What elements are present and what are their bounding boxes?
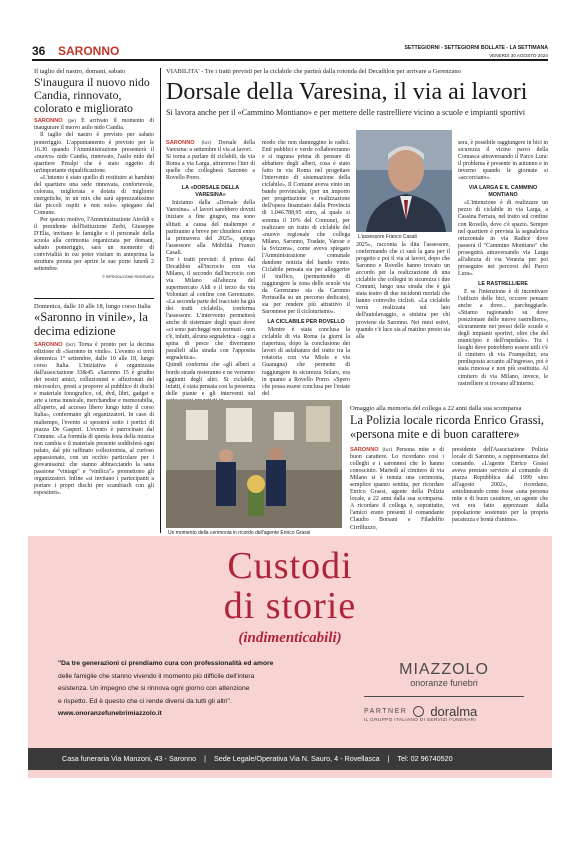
paragraph: Il taglio del nastro è previsto per sabato pomeriggio. L'appuntamento è previsto per le 16.30 quando l'Amministrazione presenterà il «nuovo» nido Candia, rinnovato, l'asilo nido del quartiere Prealpi che è stato oggetto di un'importante riqualificazione. [34,132,154,174]
section-name: SARONNO [58,44,120,58]
paragraph: È arrivato il momento di inaugurare il nuovo asilo nido Candia. [34,118,154,132]
article-kicker: Il taglio del nastro, domani, sabato [34,68,126,75]
footer-separator: | [387,754,390,763]
ceremony-image [166,400,342,528]
dateline-code: (bcr) [382,448,393,453]
copyright-note: © RIPRODUZIONE RISERVATA [102,275,154,280]
footer-separator: | [204,754,206,763]
section-subhead: LE RASTRELLIERE [478,280,528,287]
quote-line: e rispetto. Ed è questo che ci rende diversi da tutti gli altri". [58,697,232,705]
brand-divider [364,696,524,697]
article-nido [34,68,154,279]
article-subhead: Si lavora anche per il «Cammino Montiano» e per mettere delle rastrelliere vicino a scuole e impianti sportivi [166,108,525,117]
brand-subtitle: onoranze funebri [410,678,478,688]
ceremony-photo [166,400,342,528]
ad-title-line3: (indimenticabili) [238,630,342,646]
paragraph: Persona mite e di buon carattere. Lo ricordano così i colleghi e i saronnesi che lo hanno conosciuto. Martedì al cimitero di via Milano si è tenuta una cerimonia, semplice quanto sentita, per ricordare Enrico Grassi, agente della Polizia locale, a 22 anni dalla sua scomparsa. A ricordare il collega e, soprattutto, l'amico erano presenti il comandante Claudio Borsani e Filadelfio Cirrilluzzo, [350,447,444,531]
paragraph: Per questo motivo, l'Amministrazione Airoldi e il presidente dell'Istituzione Zerbi, Giuseppe D'Elia, invitano le famiglie e il personale della scuola alla cerimonia organizzata per domani, sabato pomeriggio, sarà un momento di convivialità in cui poter visitare in anteprima la struttura pronta per aprire le sue porte lunedì 2 settembre. [34,217,154,273]
photo-caption: Un momento della cerimonia in ricordo dell'agente Enrico Grassi [168,530,311,536]
column-divider [160,68,161,533]
footer-address-1: Casa funeraria Via Manzoni, 43 - Saronno [62,754,197,763]
photo-caption: L'assessore Franco Casali [358,234,417,240]
ad-footer-band [28,748,552,770]
article-column [350,447,444,532]
paragraph: Iniziamo dalla «Dorsale della Varesina». «I lavori sarebbero dovuti iniziare a fine giugno, ma sono slittati a causa del maltempo e partiranno a breve per chiudersi entro la primavera del 2025», spiega l'assessore alla Mobilità Franco Casali. Tre i tratti previsti: il primo dal Decathlon all'incrocio con via Milano, il secondo dall'incrocio con via Milano all'altezza del supermercato Aldi e il terzo da via Volontari al confine con Gerenzano. «La seconda parte del tracciato ha già dei tratti ciclabili», conferma l'assessore. L'intervento permetterà anche di sistemare degli spazi dove «ci sono parcheggi non normati - non c'è, infatti, alcuna segnaletica - oggi a spina di pesce che diverranno paralleli alla strada con l'apposita segnaletica». Quindi conferma che «gli alberi a bordo strada resteranno e ne verranno aggiunti degli altri. Si ciclabile, infatti, è stata pensata con la presenza delle piante e gli interventi sul [166,200,255,397]
paragraph: 2025», racconta la dita l'assessore, confermando che ci sarà la gara per il progetto e poi il via ai lavori, dopo che Saronno e Rovello hanno trovato un accordo per la realizzazione di una ciclabile che collegni in sicurezza i due Comuni, lungo una strada che è già stata teatro di due incidenti mortali che hanno coinvolto ciclisti. «La ciclabile verrà realizzata sul lato dell'autolavaggio, a sinistra per chi proviene da Saronno. Nei mesi estivi, quando c'è luce sia al mattino presto sia alla [356,242,450,340]
partner-mark-icon [413,706,424,717]
article-kicker: Omaggio alla memoria del collega a 22 anni dalla sua scomparsa [350,405,522,412]
paragraph: Mentre è stata conclusa la ciclabile di via Roma (a giorni la riapertura, dopo la conclusione dei lavori di asfaltatura del tratto tra la rotatoria con via Miola e via Guaragna) che permette di raggiungere in sicurezza Solaro, era in quanto a Rovello Porro. «Spero che possa essere conclusa per l'estate del [262,327,350,397]
paragraph: presidente dell'Associazione Polizia locale di Saronno, a rappresentanza del comando. «L'agente Enrico Grassi aveva prestato servizio al comando di piazza Repubblica dal 1999 sino all'agosto 2002», ricordano, sottolineando come fosse «una persona mite e di buon carattere, un agente che voi era fatto apprezzare dalla popolazione sostenuto per la propria pacatezza e bontà d'animo». [452,447,548,524]
article-body [34,118,154,273]
brand-logo [364,661,524,688]
article-headline: La Polizia locale ricorda Enrico Grassi, «persona mite e di buon carattere» [350,413,544,441]
divider [34,298,154,299]
article-vinile [34,303,154,497]
section-subhead: LA CICLABILE PER ROVELLO [267,319,345,326]
paragraph: Torna è pronto per la decima edizione di «Saronno in vinile». L'evento si terrà domenica 1° settembre, dalle 10 alle 18, lungo corso Italia. L'iniziativa è organizzata dall'associazione 33&45. «Saronno 15 è gradito dei nostri amici, collezionisti e affezionati del microsolco, presti a proporre al pubblico di dischi e materiale fonografico, cd, dvd, libri, gadget e arte a tema musicale, merchandise e memorabilia, all'aperto, ad accesso libero lungo tutto il corso Italia», confermano gli organizzatori. In caso di maltempo, l'evento si sposterà sotto i portici di piazza De Gasperi. L'evento è patrocinato dal Comune. «La formula di questa festa della musica non cambia e il materiale presente soddisferà ogni palato, dal più raffinato collezionista, al curioso appassionato, con un occhio particolare per i giovanissimi: che stanno abbracciando la sana passione "vintage" e "vinilica"» promettono gli organizzatori. Infine «si invitano i partecipanti a portare i propri dischi per scambiarli con gli espositori». [34,342,154,496]
header-rule [32,59,548,61]
footer-phone: Tel: 02 96740520 [397,754,453,763]
dateline: SARONNO [350,447,379,453]
article-column [166,140,255,405]
article-body [34,342,154,497]
paragraph: E se l'intenzione è di incentivare l'utilizzo delle bici, occorre pensare anche a dove... parcheggiarle. «Stiamo ragionando su dove posizionare delle nuove rastrelliere», sicuramente nei pressi delle scuole e degli impianti sportivi, oltre che del municipio e dell'ospedale». Tra i luoghi dove potrebbero essere utili c'è il cimitero di via Frampolini; era predisposta accanto all'ingresso, poi è stata rimossa e non più sostituita. Al cimitero di via Milano, invece, le rastrelliere si trovano all'interno. [458,288,548,387]
partner-name: doralma [430,703,478,719]
edition-name: SETTEGIORNI - SETTEGIORNI BOLLATE - LA SETTIMANA [404,45,548,51]
article-kicker: VIABILITA' - Tre i tratti previsti per la ciclabile che partirà dalla rotonda del Decathlon per arrivare a Gerenzano [166,68,461,75]
section-subhead: LA «DORSALE DELLA VARESINA» [181,185,240,199]
paragraph: Dorsale della Varesina: a settembre il via ai lavori. Si torna a parlare di ciclabili, da via Roma a via Larga, attraverso l'iter di quelle che collegherà Saronno a Rovello Porro. [166,140,255,182]
article-headline: «Saronno in vinile», la decima edizione [34,310,148,338]
quote-line: delle famiglie che stanno vivendo il momento più difficile dell'intera [58,672,255,680]
person-image [356,130,452,232]
dateline-code: (pe) [67,119,76,125]
paragraph: «L'intento è stato quello di restituire ai bambini del quartiere una sede rinnovata, confortevole, colorata, migliorata e dotata di migliorie energetiche, in un mix che sarà apprezzatissimo dai piccoli ospiti e non solo» spiegano dal Comune. [34,174,154,216]
paragraph: sera, è possibile raggiungere in bici in sicurezza il vicino parco della Comasca attraversando il Parco Lura: il problema è presente in autunno e in inverno quando le giornate si «accorciano». [458,140,548,182]
footer-address-2: Sede Legale/Operativa Via N. Sauro, 4 - Rovellasca [214,754,380,763]
ad-quote [58,658,318,721]
dateline: SARONNO [166,140,195,146]
article-headline: S'inaugura il nuovo nido Candia, rinnovato, colorato e migliorato [34,75,150,115]
article-kicker: Domenica, dalle 10 alle 18, lungo corso Italia [34,303,151,310]
ad-website-link[interactable]: www.onoranzefunebrimiazzolo.it [58,710,162,717]
page-number: 36 [32,44,46,58]
brand-name: MIAZZOLO [399,661,489,678]
paragraph: modo che non danneggino le radici. Enti pubblici e verde collaboreranno e si ingrana prima di pensare di abbattere degli alberi, cosa è stato fatto in via Roma nel progettare l'intervento di sistemazione della ciclabile». Il Comune aveva vinto un bando provinciale, (per un importo per progettazione e realizzazione dell'opera finanziato dalla Provincia di 1.046.788,95 euro, al quale si somma il 10% del Comune), per realizzare un tratto di ciclabile del «nuovo regionale che collega Milano, Saronno, Tradate, Varese e la Svizzera», come aveva spiegato l'Amministrazione comunale dandone notizia del bando vinto. Ciclabile pensata sia per alleggerire il traffico, (permettendo di raggiungere la zona delle scuole via da Gerenzano sia da Caronno Pertusella su un percorso dedicato), sia per rendere più attrattivo il Saronnese per il cicloturismo». [262,140,350,316]
article-column [356,242,450,341]
edition-date: VENERDÌ 30 AGOSTO 2024 [489,53,548,58]
portrait-photo [356,130,452,232]
dateline-code: (bcr) [65,343,76,348]
article-headline: Dorsale della Varesina, il via ai lavori [166,79,528,105]
dateline-code: (bcr) [201,141,212,146]
article-column [262,140,350,398]
article-column [452,447,548,525]
dateline: SARONNO [34,118,63,125]
section-subhead: VIA LARGA E IL CAMMINO MONTIANO [468,185,538,199]
quote-line: esistenza. Un impegno che si rinnova ogni giorno con attenzione [58,685,250,692]
dateline: SARONNO [34,342,63,348]
article-column [458,140,548,388]
paragraph: «L'intenzione è di realizzare un pezzo di ciclabile in via Larga, a Cassina Ferrara, nel tratto sul confine con Rovello, dove c'è spazio. Sempre nel quartiere è prevista la segnaletica orizzontale in via Radice dove passerà il "Cammino Montiano" che proseguirà attraversando via Larga all'altezza di via Venezia per poi proseguire nei percorsi del Parco Lura». [458,200,548,277]
funeral-advertisement [28,536,552,778]
ad-title-line1: Custodi [227,545,353,587]
ad-title-line2: di storie [223,585,357,627]
partner-label: PARTNER [364,707,408,715]
partner-tagline: IL GRUPPO ITALIANO DI SERVIZI FUNERARI [364,718,477,723]
quote-line: "Da tre generazioni ci prendiamo cura con professionalità ed amore [58,660,274,667]
